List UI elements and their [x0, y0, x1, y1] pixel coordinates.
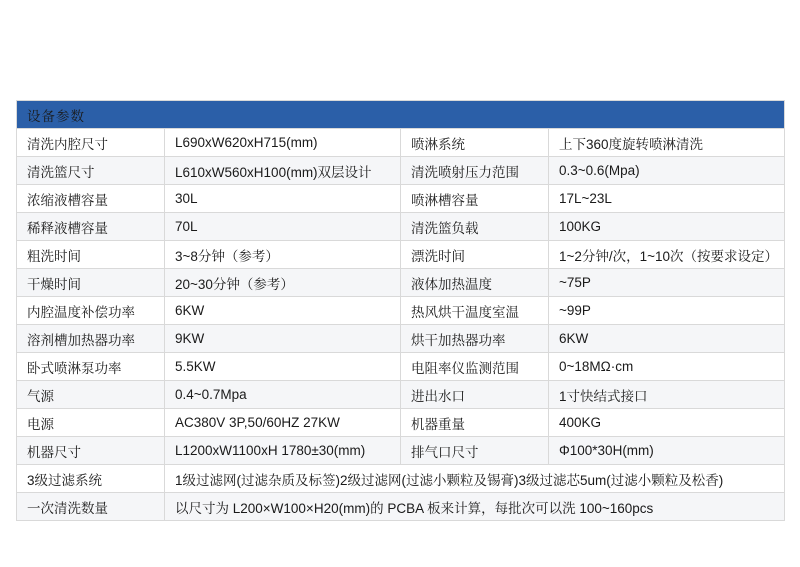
- param-value: L690xW620xH715(mm): [165, 129, 401, 157]
- param-value: ~99P: [549, 297, 785, 325]
- param-label: 烘干加热器功率: [401, 325, 549, 353]
- table-body: [17, 129, 785, 521]
- param-label: 热风烘干温度室温: [401, 297, 549, 325]
- table-row: [17, 437, 785, 465]
- table-row-filtration: [17, 465, 785, 493]
- table-row: [17, 353, 785, 381]
- param-value: 70L: [165, 213, 401, 241]
- param-label: 漂洗时间: [401, 241, 549, 269]
- param-label: 内腔温度补偿功率: [17, 297, 165, 325]
- equipment-parameters-table: [16, 100, 785, 521]
- param-value: 0.4~0.7Mpa: [165, 381, 401, 409]
- param-label: 浓缩液槽容量: [17, 185, 165, 213]
- param-value: 17L~23L: [549, 185, 785, 213]
- table-row: [17, 241, 785, 269]
- table-title: 设备参数: [17, 101, 785, 129]
- param-label: 液体加热温度: [401, 269, 549, 297]
- param-value: 3~8分钟（参考）: [165, 241, 401, 269]
- table-row: [17, 325, 785, 353]
- table-row: [17, 297, 785, 325]
- param-value: L610xW560xH100(mm)双层设计: [165, 157, 401, 185]
- table-row: [17, 409, 785, 437]
- param-value: Φ100*30H(mm): [549, 437, 785, 465]
- param-value: AC380V 3P,50/60HZ 27KW: [165, 409, 401, 437]
- param-value: L1200xW1100xH 1780±30(mm): [165, 437, 401, 465]
- param-label: 喷淋槽容量: [401, 185, 549, 213]
- param-label: 电阻率仪监测范围: [401, 353, 549, 381]
- param-value: 6KW: [549, 325, 785, 353]
- param-label: 清洗篮负载: [401, 213, 549, 241]
- param-label: 3级过滤系统: [17, 465, 165, 493]
- param-value: ~75P: [549, 269, 785, 297]
- table-title-row: [17, 101, 785, 129]
- param-label: 溶剂槽加热器功率: [17, 325, 165, 353]
- param-label: 电源: [17, 409, 165, 437]
- param-value: 400KG: [549, 409, 785, 437]
- table-row: [17, 381, 785, 409]
- param-label: 稀释液槽容量: [17, 213, 165, 241]
- param-label: 进出水口: [401, 381, 549, 409]
- param-label: 粗洗时间: [17, 241, 165, 269]
- param-value: 0.3~0.6(Mpa): [549, 157, 785, 185]
- param-label: 清洗喷射压力范围: [401, 157, 549, 185]
- table-row: [17, 213, 785, 241]
- table-row: [17, 269, 785, 297]
- param-label: 干燥时间: [17, 269, 165, 297]
- spec-table-container: [16, 100, 784, 521]
- param-value: 30L: [165, 185, 401, 213]
- param-label: 机器尺寸: [17, 437, 165, 465]
- param-value: 9KW: [165, 325, 401, 353]
- param-label: 气源: [17, 381, 165, 409]
- param-label: 喷淋系统: [401, 129, 549, 157]
- param-value: 1寸快结式接口: [549, 381, 785, 409]
- param-label: 排气口尺寸: [401, 437, 549, 465]
- param-value: 上下360度旋转喷淋清洗: [549, 129, 785, 157]
- param-label: 卧式喷淋泵功率: [17, 353, 165, 381]
- param-value: 20~30分钟（参考）: [165, 269, 401, 297]
- param-value: 0~18MΩ·cm: [549, 353, 785, 381]
- param-label: 一次清洗数量: [17, 493, 165, 521]
- param-value: 1级过滤网(过滤杂质及标签)2级过滤网(过滤小颗粒及锡膏)3级过滤芯5um(过滤小颗粒及松香): [165, 465, 785, 493]
- param-value: 以尺寸为 L200×W100×H20(mm)的 PCBA 板来计算，每批次可以洗 100~160pcs: [165, 493, 785, 521]
- param-label: 清洗篮尺寸: [17, 157, 165, 185]
- param-value: 5.5KW: [165, 353, 401, 381]
- table-row: [17, 129, 785, 157]
- table-row: [17, 157, 785, 185]
- param-value: 1~2分钟/次，1~10次（按要求设定）: [549, 241, 785, 269]
- param-value: 6KW: [165, 297, 401, 325]
- param-value: 100KG: [549, 213, 785, 241]
- table-row: [17, 185, 785, 213]
- table-row-batch-quantity: [17, 493, 785, 521]
- param-label: 清洗内腔尺寸: [17, 129, 165, 157]
- param-label: 机器重量: [401, 409, 549, 437]
